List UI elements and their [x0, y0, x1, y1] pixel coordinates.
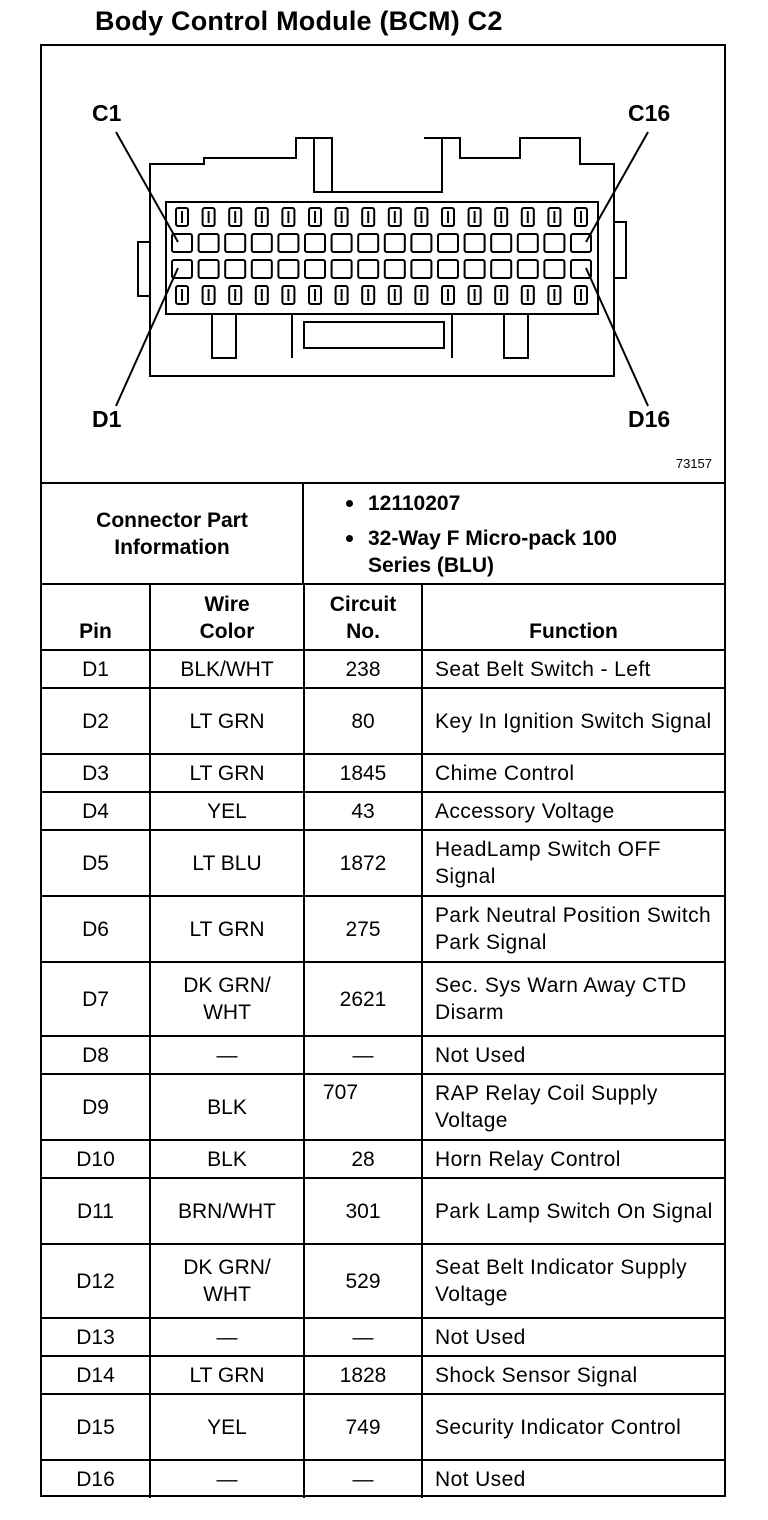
cavity-row-c-pin: [199, 234, 219, 252]
wire-color-cell: BLK: [150, 1140, 304, 1178]
label-d16: D16: [628, 406, 671, 432]
wire-color-cell: BLK/WHT: [150, 650, 304, 688]
function-cell: Security Indicator Control: [422, 1394, 724, 1460]
pin-cell: D13: [42, 1318, 150, 1356]
function-cell: Not Used: [422, 1036, 724, 1074]
function-cell: Seat Belt Indicator Supply Voltage: [422, 1244, 724, 1318]
function-cell: Not Used: [422, 1460, 724, 1498]
cavity-row-c-pin: [544, 234, 564, 252]
cavity-row-d-pin: [465, 260, 485, 278]
circuit-cell: 301: [304, 1178, 422, 1244]
function-cell: Park Lamp Switch On Signal: [422, 1178, 724, 1244]
pin-cell: D8: [42, 1036, 150, 1074]
header-pin: Pin: [42, 584, 150, 650]
table-row: [42, 1074, 724, 1140]
circuit-cell: 707: [304, 1074, 422, 1140]
wire-color-cell: BLK: [150, 1074, 304, 1140]
pin-cell: D7: [42, 962, 150, 1036]
pin-cell: D6: [42, 896, 150, 962]
wire-color-cell: DK GRN/ WHT: [150, 1244, 304, 1318]
label-d1: D1: [92, 406, 122, 432]
cavity-row-c-pin: [305, 234, 325, 252]
cavity-row-c-pin: [491, 234, 511, 252]
cavity-row-d-pin: [332, 260, 352, 278]
cavity-row-c-pin: [465, 234, 485, 252]
pinout-table: [42, 583, 724, 1498]
circuit-cell: —: [304, 1460, 422, 1498]
connector-side-tab-left: [138, 242, 150, 296]
table-row: [42, 1356, 724, 1394]
pin-cell: D1: [42, 650, 150, 688]
circuit-cell: 275: [304, 896, 422, 962]
function-cell: Park Neutral Position Switch Park Signal: [422, 896, 724, 962]
pin-cell: D2: [42, 688, 150, 754]
wire-color-cell: —: [150, 1036, 304, 1074]
cavity-row-c-pin: [252, 234, 272, 252]
cavity-row-c-pin: [225, 234, 245, 252]
part-number: 12110207: [342, 490, 642, 517]
table-row: [42, 1244, 724, 1318]
pin-cell: D9: [42, 1074, 150, 1140]
wire-color-cell: YEL: [150, 792, 304, 830]
figure-reference-number: 73157: [675, 456, 712, 471]
pin-cell: D4: [42, 792, 150, 830]
table-header-row: [42, 584, 724, 650]
circuit-cell: 28: [304, 1140, 422, 1178]
table-row: [42, 962, 724, 1036]
cavity-row-d-pin: [385, 260, 405, 278]
cavity-row-d-pin: [571, 260, 591, 278]
cavity-row-c-pin: [332, 234, 352, 252]
wire-color-cell: LT GRN: [150, 688, 304, 754]
function-cell: Key In Ignition Switch Signal: [422, 688, 724, 754]
cavity-row-d-pin: [358, 260, 378, 278]
cavity-row-c-pin: [278, 234, 298, 252]
pinout-rows: [42, 650, 724, 1498]
circuit-cell: 80: [304, 688, 422, 754]
connector-drawing: [42, 46, 724, 482]
table-row: [42, 1178, 724, 1244]
wire-color-cell: —: [150, 1460, 304, 1498]
wire-color-cell: YEL: [150, 1394, 304, 1460]
connector-side-tab-right: [614, 222, 626, 278]
table-row: [42, 650, 724, 688]
table-row: [42, 1140, 724, 1178]
wire-color-cell: BRN/WHT: [150, 1178, 304, 1244]
circuit-cell: 1845: [304, 754, 422, 792]
cavity-row-c-pin: [438, 234, 458, 252]
leader-d1: [116, 268, 178, 406]
label-c16: C16: [628, 100, 671, 126]
document-title: Body Control Module (BCM) C2: [95, 6, 503, 36]
pin-cell: D3: [42, 754, 150, 792]
wire-color-cell: LT GRN: [150, 896, 304, 962]
cavity-row-d-pin: [225, 260, 245, 278]
part-description: 32-Way F Micro-pack 100 Series (BLU): [342, 525, 642, 579]
function-cell: Accessory Voltage: [422, 792, 724, 830]
table-row: [42, 1394, 724, 1460]
cavity-row-d-pin: [411, 260, 431, 278]
cavity-row-c-pin: [358, 234, 378, 252]
table-row: [42, 754, 724, 792]
function-cell: Sec. Sys Warn Away CTD Disarm: [422, 962, 724, 1036]
circuit-cell: 529: [304, 1244, 422, 1318]
pin-cell: D15: [42, 1394, 150, 1460]
cavity-row-d-pin: [438, 260, 458, 278]
pin-cell: D14: [42, 1356, 150, 1394]
cavity-row-d-pin: [305, 260, 325, 278]
cavity-row-d-pin: [544, 260, 564, 278]
circuit-cell: 238: [304, 650, 422, 688]
function-cell: Chime Control: [422, 754, 724, 792]
leader-c1: [116, 132, 178, 242]
function-cell: Not Used: [422, 1318, 724, 1356]
cavity-row-c-pin: [518, 234, 538, 252]
table-row: [42, 1460, 724, 1498]
circuit-cell: 749: [304, 1394, 422, 1460]
cavity-row-d-pin: [252, 260, 272, 278]
circuit-cell: 1828: [304, 1356, 422, 1394]
wire-color-cell: LT BLU: [150, 830, 304, 896]
header-circuit-no: Circuit No.: [304, 584, 422, 650]
leader-c16: [586, 132, 648, 242]
function-cell: Horn Relay Control: [422, 1140, 724, 1178]
cavity-row-d-pin: [199, 260, 219, 278]
cavity-row-c-pin: [411, 234, 431, 252]
leader-d16: [586, 268, 648, 406]
pin-cell: D11: [42, 1178, 150, 1244]
connector-lower-ribs: [212, 314, 528, 358]
pin-cell: D12: [42, 1244, 150, 1318]
label-c1: C1: [92, 100, 122, 126]
circuit-cell: 1872: [304, 830, 422, 896]
connector-sheet: [40, 44, 726, 1497]
connector-key-slot: [304, 322, 444, 348]
wire-color-cell: DK GRN/ WHT: [150, 962, 304, 1036]
table-row: [42, 1318, 724, 1356]
wire-color-cell: —: [150, 1318, 304, 1356]
function-cell: Seat Belt Switch - Left: [422, 650, 724, 688]
wire-color-cell: LT GRN: [150, 754, 304, 792]
connector-latch: [314, 138, 442, 192]
cavity-row-d-pin: [518, 260, 538, 278]
header-function: Function: [422, 584, 724, 650]
connector-diagram: [42, 46, 724, 482]
circuit-cell: 2621: [304, 962, 422, 1036]
table-row: [42, 688, 724, 754]
cavity-row-d-pin: [278, 260, 298, 278]
wire-color-cell: LT GRN: [150, 1356, 304, 1394]
table-row: [42, 792, 724, 830]
circuit-cell: 43: [304, 792, 422, 830]
cavity-row-c-pin: [385, 234, 405, 252]
circuit-cell: —: [304, 1036, 422, 1074]
pin-cell: D5: [42, 830, 150, 896]
table-row: [42, 1036, 724, 1074]
table-row: [42, 896, 724, 962]
header-wire-color: Wire Color: [150, 584, 304, 650]
pin-cell: D10: [42, 1140, 150, 1178]
part-info-label: Connector Part Information: [42, 484, 304, 583]
function-cell: RAP Relay Coil Supply Voltage: [422, 1074, 724, 1140]
connector-housing-outline: [150, 138, 614, 376]
table-row: [42, 830, 724, 896]
circuit-cell: —: [304, 1318, 422, 1356]
part-info-list: [342, 490, 642, 579]
pin-cell: D16: [42, 1460, 150, 1498]
function-cell: Shock Sensor Signal: [422, 1356, 724, 1394]
function-cell: HeadLamp Switch OFF Signal: [422, 830, 724, 896]
cavity-row-d-pin: [491, 260, 511, 278]
connector-part-info: [42, 482, 724, 583]
